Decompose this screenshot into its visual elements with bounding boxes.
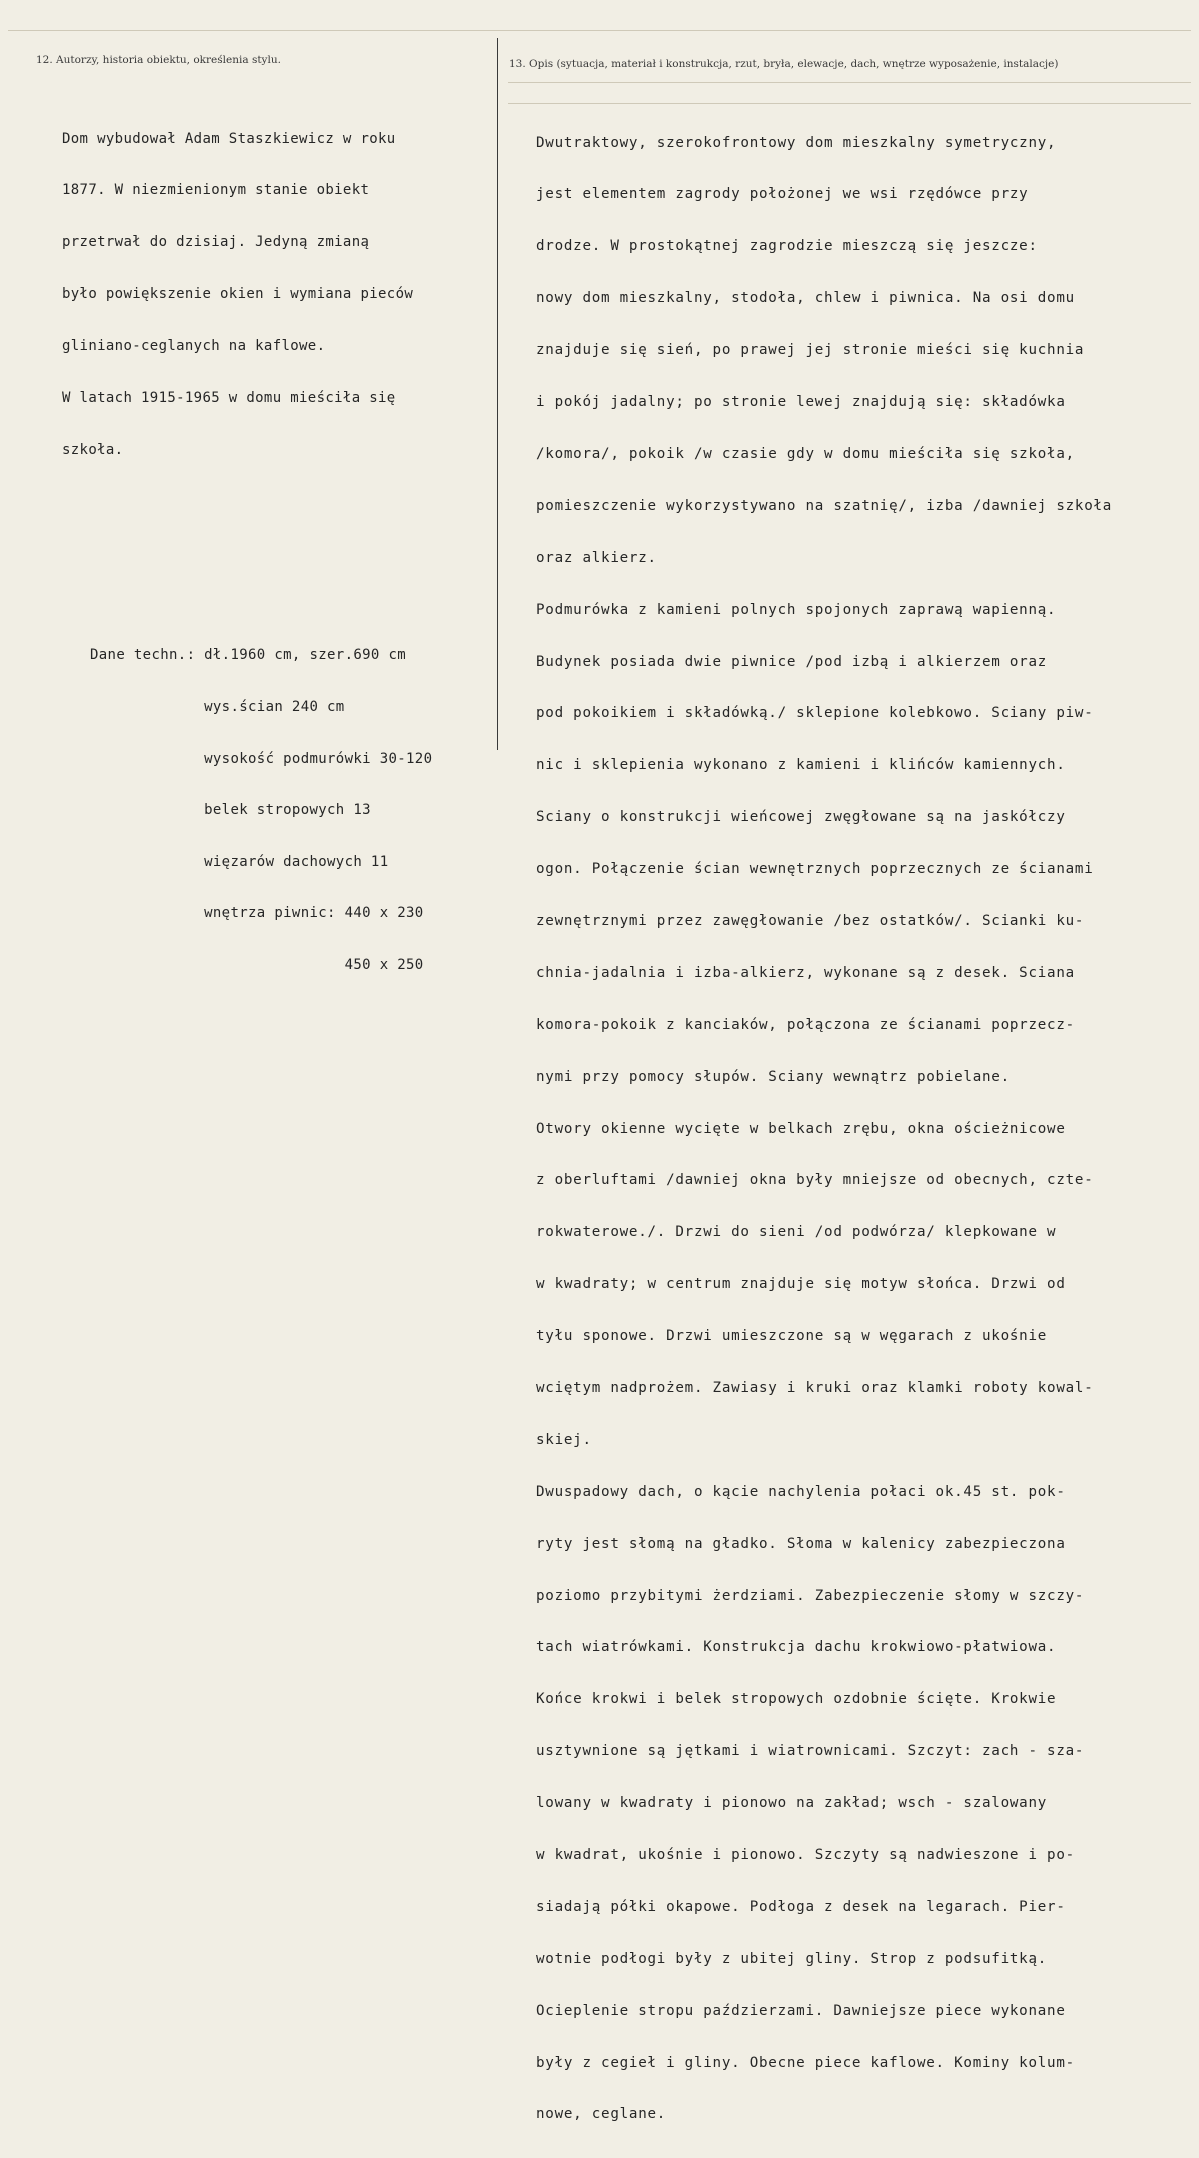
form-top-rule <box>8 30 1191 31</box>
description-line: w kwadrat, ukośnie i pionowo. Szczyty są nadwieszone i po- <box>536 1846 1075 1863</box>
description-line: skiej. <box>536 1431 592 1448</box>
description-line: Dwuspadowy dach, o kącie nachylenia połaci ok.45 st. pok- <box>536 1483 1066 1500</box>
technical-line: 450 x 250 <box>90 956 424 973</box>
description-line: ryty jest słomą na gładko. Słoma w kalenicy zabezpieczona <box>536 1535 1066 1552</box>
description-line: nowy dom mieszkalny, stodoła, chlew i piwnica. Na osi domu <box>536 290 1075 307</box>
history-line: było powiększenie okien i wymiana pieców <box>62 286 414 303</box>
description-line: zewnętrznymi przez zawęgłowanie /bez ostatków/. Scianki ku- <box>536 912 1085 929</box>
description-line: Końce krokwi i belek stropowych ozdobnie ścięte. Krokwie <box>536 1691 1057 1708</box>
technical-line: Dane techn.: dł.1960 cm, szer.690 cm <box>90 647 407 664</box>
description-line: znajduje się sień, po prawej jej stronie mieści się kuchnia <box>536 342 1085 359</box>
description-line: wotnie podłogi były z ubitej gliny. Strop z podsufitką. <box>536 1950 1048 1967</box>
description-line: nic i sklepienia wykonano z kamieni i klińców kamiennych. <box>536 757 1066 774</box>
description-line: i pokój jadalny; po stronie lewej znajdują się: składówka <box>536 394 1066 411</box>
description-line: ogon. Połączenie ścian wewnętrznych poprzecznych ze ścianami <box>536 861 1094 878</box>
description-line: chnia-jadalnia i izba-alkierz, wykonane są z desek. Sciana <box>536 964 1075 981</box>
description-line: poziomo przybitymi żerdziami. Zabezpieczenie słomy w szczy- <box>536 1587 1085 1604</box>
description-line: usztywnione są jętkami i wiatrownicami. Szczyt: zach - sza- <box>536 1743 1085 1760</box>
description-line: komora-pokoik z kanciaków, połączona ze ścianami poprzecz- <box>536 1016 1075 1033</box>
description-line: Otwory okienne wycięte w belkach zrębu, okna ościeżnicowe <box>536 1120 1066 1137</box>
description-line: Dwutraktowy, szerokofrontowy dom mieszkalny symetryczny, <box>536 134 1057 151</box>
description-line: nymi przy pomocy słupów. Sciany wewnątrz pobielane. <box>536 1068 1010 1085</box>
description-line: z oberluftami /dawniej okna były mniejsze od obecnych, czte- <box>536 1172 1094 1189</box>
technical-data <box>90 613 432 1009</box>
description-line: jest elementem zagrody położonej we wsi rzędówce przy <box>536 186 1029 203</box>
history-line: Dom wybudował Adam Staszkiewicz w roku <box>62 130 396 147</box>
description-line: pomieszczenie wykorzystywano na szatnię/, izba /dawniej szkoła <box>536 497 1113 514</box>
technical-line: wysokość podmurówki 30-120 <box>90 750 433 767</box>
description-line: lowany w kwadraty i pionowo na zakład; wsch - szalowany <box>536 1795 1048 1812</box>
description-line: /komora/, pokoik /w czasie gdy w domu mieściła się szkoła, <box>536 445 1075 462</box>
section-12-header: 12. Autorzy, historia obiektu, określenia stylu. <box>36 54 281 66</box>
description-line: Budynek posiada dwie piwnice /pod izbą i alkierzem oraz <box>536 653 1048 670</box>
description-line: siadają półki okapowe. Podłoga z desek na legarach. Pier- <box>536 1898 1066 1915</box>
history-line: gliniano-ceglanych na kaflowe. <box>62 338 326 355</box>
history-line: przetrwał do dzisiaj. Jedyną zmianą <box>62 234 370 251</box>
description-line: były z cegieł i gliny. Obecne piece kaflowe. Kominy kolum- <box>536 2054 1075 2071</box>
description-line: tyłu sponowe. Drzwi umieszczone są w węgarach z ukośnie <box>536 1328 1048 1345</box>
column-divider <box>497 38 498 750</box>
history-text <box>62 96 413 494</box>
form-rule <box>508 82 1191 83</box>
description-line: oraz alkierz. <box>536 549 657 566</box>
history-line: szkoła. <box>62 441 124 458</box>
description-line: Podmurówka z kamieni polnych spojonych zaprawą wapienną. <box>536 601 1057 618</box>
description-line: w kwadraty; w centrum znajduje się motyw słońca. Drzwi od <box>536 1276 1066 1293</box>
section-13-header: 13. Opis (sytuacja, materiał i konstrukcja, rzut, bryła, elewacje, dach, wnętrze wyposażenie, instalacje) <box>509 58 1059 70</box>
technical-line: wys.ścian 240 cm <box>90 699 345 715</box>
technical-line: wnętrza piwnic: 440 x 230 <box>90 905 424 922</box>
history-line: 1877. W niezmienionym stanie obiekt <box>62 182 370 199</box>
technical-line: belek stropowych 13 <box>90 802 371 819</box>
description-text <box>536 100 1112 2158</box>
description-line: Ocieplenie stropu paździerzami. Dawniejsze piece wykonane <box>536 2002 1066 2019</box>
description-line: Sciany o konstrukcji wieńcowej zwęgłowane są na jaskółczy <box>536 809 1066 826</box>
description-line: drodze. W prostokątnej zagrodzie mieszczą się jeszcze: <box>536 238 1038 255</box>
description-line: nowe, ceglane. <box>536 2106 667 2123</box>
description-line: pod pokoikiem i składówką./ sklepione kolebkowo. Sciany piw- <box>536 705 1094 722</box>
description-line: wciętym nadprożem. Zawiasy i kruki oraz klamki roboty kowal- <box>536 1379 1094 1396</box>
description-line: tach wiatrówkami. Konstrukcja dachu krokwiowo-płatwiowa. <box>536 1639 1057 1656</box>
history-line: W latach 1915-1965 w domu mieściła się <box>62 390 396 407</box>
technical-line: więzarów dachowych 11 <box>90 853 389 870</box>
description-line: rokwaterowe./. Drzwi do sieni /od podwórza/ klepkowane w <box>536 1224 1057 1241</box>
